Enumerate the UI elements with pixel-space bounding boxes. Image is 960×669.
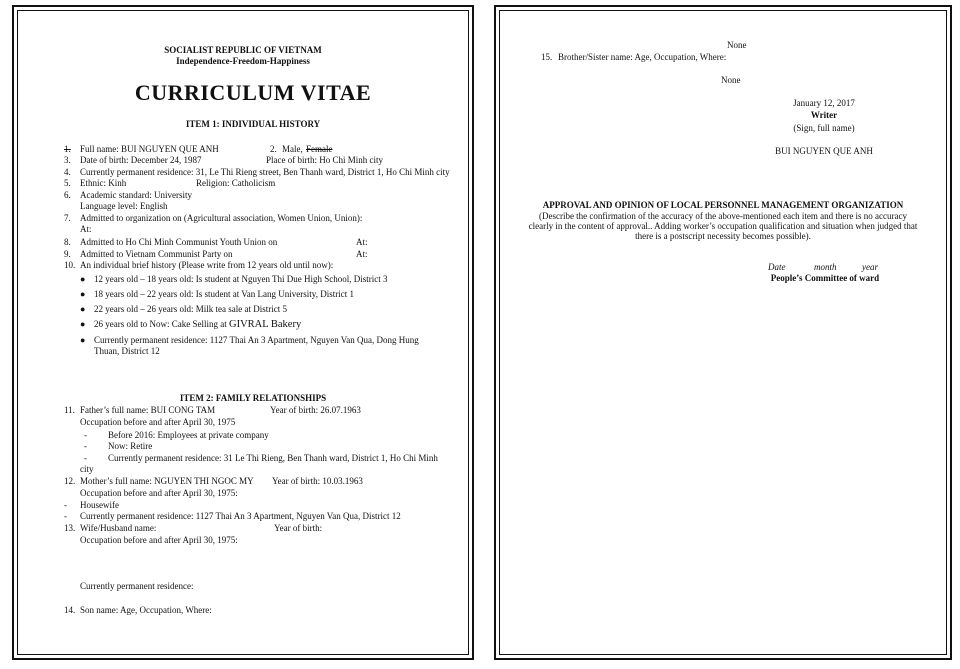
mother-residence: Currently permanent residence: 1127 Thai An 3 Apartment, Nguyen Van Qua, District 12 xyxy=(80,511,401,521)
ethnic: Ethnic: Kinh xyxy=(80,178,127,188)
bakery-name: GIVRAL Bakery xyxy=(228,319,302,330)
father-residence-continued: city xyxy=(80,464,94,474)
page-1-inner-border xyxy=(17,10,469,655)
father-residence: Currently permanent residence: 31 Le Thi Rieng, Ben Thanh ward, District 1, Ho Chi Minh xyxy=(108,453,438,463)
language-level: Language level: English xyxy=(80,201,168,211)
bullet-icon: ● xyxy=(80,335,86,345)
full-name: Full name: BUI NGUYEN QUE ANH xyxy=(80,144,219,154)
history-entry xyxy=(94,319,301,330)
item-number: 14. xyxy=(64,605,76,615)
youth-union-at: At: xyxy=(356,237,368,247)
father-name: Father’s full name: BUI CONG TAM xyxy=(80,405,216,415)
approval-description: there is a postscript necessity becomes possible). xyxy=(635,231,811,241)
approval-description: (Describe the confirmation of the accuracy of the above-mentioned each item and there is no accuracy xyxy=(538,211,908,221)
item-number: 3. xyxy=(64,155,71,165)
item-number: 15. xyxy=(541,52,553,62)
item-number: 10. xyxy=(64,260,76,270)
none-value: None xyxy=(727,40,747,50)
father-occupation-entry: Before 2016: Employees at private company xyxy=(108,430,269,440)
mother-occupation-label: Occupation before and after April 30, 1975: xyxy=(80,488,238,498)
youth-union: Admitted to Ho Chi Minh Communist Youth Union on xyxy=(80,237,278,247)
sibling-info: Brother/Sister name: Age, Occupation, Where: xyxy=(558,52,727,62)
history-entry-text: 26 years old to Now: Cake Selling at xyxy=(94,319,227,329)
son-info: Son name: Age, Occupation, Where: xyxy=(80,605,212,615)
item-number: 1. xyxy=(64,144,71,154)
item-number: 11. xyxy=(64,405,75,415)
permanent-residence: Currently permanent residence: 31, Le Thi Rieng street, Ben Thanh ward, District 1, Ho Chi Minh city xyxy=(80,167,450,177)
mother-name: Mother’s full name: NGUYEN THI NGOC MY xyxy=(80,476,254,486)
party-admission: Admitted to Vietnam Communist Party on xyxy=(80,249,233,259)
approval-description: clearly in the content of approval.. Adding worker’s occupation qualification and situation when judged that xyxy=(528,221,918,231)
history-entry: 22 years old – 26 years old: Milk tea sale at District 5 xyxy=(94,304,287,314)
spouse-residence: Currently permanent residence: xyxy=(80,581,194,591)
motto-heading: Independence-Freedom-Happiness xyxy=(176,56,310,66)
religion: Religion: Catholicism xyxy=(196,178,276,188)
country-heading: SOCIALIST REPUBLIC OF VIETNAM xyxy=(164,45,322,55)
father-year-of-birth: Year of birth: 26.07.1963 xyxy=(270,405,361,415)
item-number: 8. xyxy=(64,237,71,247)
history-entry-continued: Thuan, District 12 xyxy=(94,346,160,356)
date-of-birth: Date of birth: December 24, 1987 xyxy=(80,155,202,165)
signature-date: January 12, 2017 xyxy=(793,98,855,108)
admitted-organization: Admitted to organization on (Agricultural association, Women Union, Union): xyxy=(80,213,363,223)
dash: - xyxy=(84,441,87,451)
bullet-icon: ● xyxy=(80,289,86,299)
history-entry: Currently permanent residence: 1127 Thai An 3 Apartment, Nguyen Van Qua, Dong Hung xyxy=(94,335,419,345)
sign-instruction: (Sign, full name) xyxy=(793,123,855,133)
brief-history: An individual brief history (Please write from 12 years old until now): xyxy=(80,260,334,270)
item2-heading: ITEM 2: FAMILY RELATIONSHIPS xyxy=(179,393,327,403)
spouse-name: Wife/Husband name: xyxy=(80,523,157,533)
item-number: 2. xyxy=(270,144,277,154)
spouse-year-of-birth: Year of birth: xyxy=(274,523,323,533)
mother-occupation-entry: Housewife xyxy=(80,500,119,510)
admitted-at: At: xyxy=(80,224,92,234)
history-entry: 18 years old – 22 years old: Is student at Van Lang University, District 1 xyxy=(94,289,354,299)
date-word: Date xyxy=(768,262,786,272)
signed-name: BUI NGUYEN QUE ANH xyxy=(775,146,873,156)
writer-label: Writer xyxy=(810,110,838,120)
dash: - xyxy=(84,430,87,440)
gender-male: Male, xyxy=(282,144,303,154)
year-word: year xyxy=(862,262,878,272)
month-word: month xyxy=(814,262,837,272)
cv-page-1 xyxy=(12,5,474,660)
dash: - xyxy=(64,511,67,521)
academic-standard: Academic standard: University xyxy=(80,190,192,200)
father-occupation-label: Occupation before and after April 30, 1975 xyxy=(80,417,236,427)
item-number: 13. xyxy=(64,523,76,533)
bullet-icon: ● xyxy=(80,319,86,329)
item-number: 9. xyxy=(64,249,71,259)
item-number: 7. xyxy=(64,213,71,223)
history-entry: 12 years old – 18 years old: Is student at Nguyen Thi Due High School, District 3 xyxy=(94,274,388,284)
item-number: 5. xyxy=(64,178,71,188)
item-number: 4. xyxy=(64,167,71,177)
father-occupation-entry: Now: Retire xyxy=(108,441,153,451)
gender-female: Female xyxy=(306,144,333,154)
none-value: None xyxy=(721,75,741,85)
document-title: CURRICULUM VITAE xyxy=(134,80,372,105)
place-of-birth: Place of birth: Ho Chi Minh city xyxy=(266,155,383,165)
item1-heading: ITEM 1: INDIVIDUAL HISTORY xyxy=(185,119,321,129)
cv-page-2 xyxy=(494,5,952,660)
party-at: At: xyxy=(356,249,368,259)
mother-year-of-birth: Year of birth: 10.03.1963 xyxy=(272,476,363,486)
committee-label: People’s Committee of ward xyxy=(770,273,880,283)
bullet-icon: ● xyxy=(80,274,86,284)
dash: - xyxy=(64,500,67,510)
spouse-occupation-label: Occupation before and after April 30, 1975: xyxy=(80,535,238,545)
item-number: 12. xyxy=(64,476,76,486)
item-number: 6. xyxy=(64,190,71,200)
approval-heading: APPROVAL AND OPINION OF LOCAL PERSONNEL MANAGEMENT ORGANIZATION xyxy=(542,200,904,210)
bullet-icon: ● xyxy=(80,304,86,314)
dash: - xyxy=(84,453,87,463)
